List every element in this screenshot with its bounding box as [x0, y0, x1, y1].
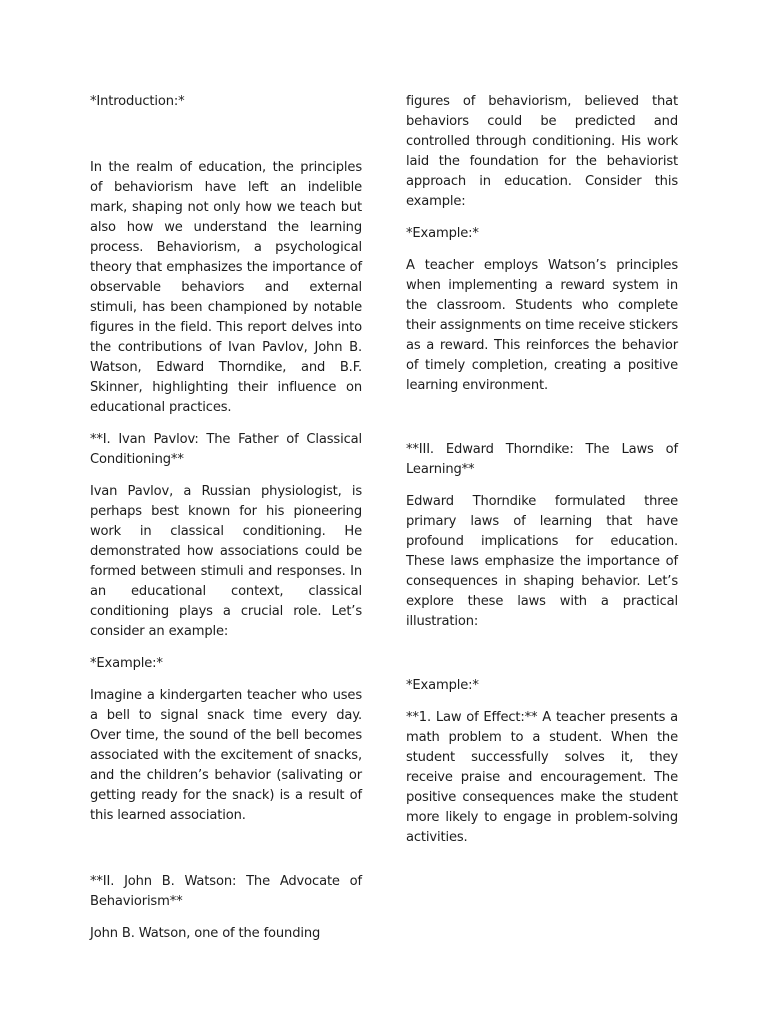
- section1-example-text: Imagine a kindergarten teacher who uses a bell to signal snack time every day. Over time, the sound of the bell becomes associated with the excitement of snacks, and the children’s behavior (salivating or getting ready for the snack) is a result of this learned association.: [90, 688, 362, 823]
- section3-paragraph: Edward Thorndike formulated three primary laws of learning that have profound implications for education. These laws emphasize the importance of consequences in shaping behavior. Let’s explore these laws with a practical illustration:: [406, 494, 678, 629]
- section2-example-text: A teacher employs Watson’s principles when implementing a reward system in the classroom. Students who complete their assignments on time receive stickers as a reward. This reinforces the behavior of timely completion, creating a positive learning environment.: [406, 258, 678, 393]
- section1-heading: **I. Ivan Pavlov: The Father of Classical Conditioning**: [90, 432, 362, 467]
- section3-example-label: *Example:*: [406, 678, 479, 693]
- section1-example-label: *Example:*: [90, 656, 163, 671]
- right-column: [406, 92, 678, 848]
- section2-paragraph-start: John B. Watson, one of the founding: [90, 926, 321, 941]
- section2-heading: **II. John B. Watson: The Advocate of Behaviorism**: [90, 874, 362, 909]
- intro-paragraph: In the realm of education, the principles of behaviorism have left an indelible mark, shaping not only how we teach but also how we understand the learning process. Behaviorism, a psychological theory that emphasizes the importance of observable behaviors and external stimuli, has been championed by notable figures in the field. This report delves into the contributions of Ivan Pavlov, John B. Watson, Edward Thorndike, and B.F. Skinner, highlighting their influence on educational practices.: [90, 160, 362, 415]
- intro-heading: *Introduction:*: [90, 94, 185, 109]
- section1-paragraph: Ivan Pavlov, a Russian physiologist, is perhaps best known for his pioneering work in classical conditioning. He demonstrated how associations could be formed between stimuli and responses. In an educational context, classical conditioning plays a crucial role. Let’s consider an example:: [90, 484, 362, 639]
- section3-heading: **III. Edward Thorndike: The Laws of Learning**: [406, 442, 678, 477]
- section3-law1-text: **1. Law of Effect:** A teacher presents a math problem to a student. When the student successfully solves it, they receive praise and encouragement. The positive consequences make the student more likely to engage in problem-solving activities.: [406, 710, 678, 845]
- section2-example-label: *Example:*: [406, 226, 479, 241]
- section2-paragraph-continued: figures of behaviorism, believed that behaviors could be predicted and controlled through conditioning. His work laid the foundation for the behaviorist approach in education. Consider this example:: [406, 94, 678, 209]
- left-column: [90, 92, 362, 944]
